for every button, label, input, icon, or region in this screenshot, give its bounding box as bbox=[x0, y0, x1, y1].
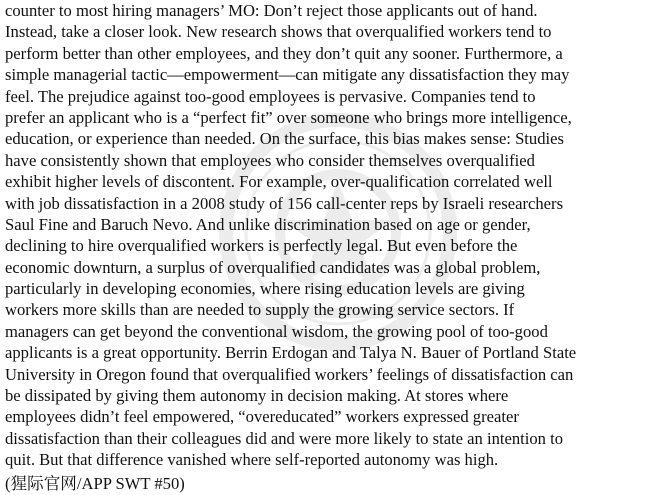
passage-line: managers can get beyond the conventional wisdom, the growing pool of too-good bbox=[5, 321, 548, 341]
passage-line: exhibit higher levels of discontent. For example, over-qualification correlated well bbox=[5, 172, 553, 192]
passage-line: workers more skills than are needed to supply the growing service sectors. If bbox=[5, 300, 515, 320]
passage-line: feel. The prejudice against too-good employees is pervasive. Companies tend to bbox=[5, 86, 536, 106]
passage-line: have consistently shown that employees who consider themselves overqualified bbox=[5, 150, 535, 170]
passage-line: Saul Fine and Baruch Nevo. And unlike discrimination based on age or gender, bbox=[5, 214, 531, 234]
source-citation: (猩际官网/APP SWT #50) bbox=[5, 473, 185, 493]
passage-line: perform better than other employees, and they don’t quit any sooner. Furthermore, a bbox=[5, 43, 563, 63]
passage bbox=[5, 0, 657, 495]
passage-line: be dissipated by giving them autonomy in decision making. At stores where bbox=[5, 386, 509, 406]
passage-line: applicants is a great opportunity. Berrin Erdogan and Talya N. Bauer of Portland State bbox=[5, 343, 577, 363]
passage-line: with job dissatisfaction in a 2008 study of 156 call-center reps by Israeli researchers bbox=[5, 193, 564, 213]
passage-line: particularly in developing economies, where rising education levels are giving bbox=[5, 279, 525, 299]
passage-line: employees didn’t feel empowered, “overeducated” workers expressed greater bbox=[5, 407, 519, 427]
passage-line: counter to most hiring managers’ MO: Don’t reject those applicants out of hand. bbox=[5, 1, 538, 20]
passage-line: education, or experience than needed. On the surface, this bias makes sense: Studies bbox=[5, 129, 564, 149]
passage-line: University in Oregon found that overqualified workers’ feelings of dissatisfaction can bbox=[5, 364, 574, 384]
passage-line: simple managerial tactic—empowerment—can mitigate any dissatisfaction they may bbox=[5, 65, 570, 85]
passage-line: Instead, take a closer look. New research shows that overqualified workers tend to bbox=[5, 22, 552, 42]
passage-line: economic downturn, a surplus of overqualified candidates was a global problem, bbox=[5, 257, 541, 277]
passage-line: declining to hire overqualified workers is perfectly legal. But even before the bbox=[5, 236, 518, 256]
passage-line: prefer an applicant who is a “perfect fit” over someone who brings more intelligence, bbox=[5, 107, 572, 127]
passage-line: quit. But that difference vanished where self-reported autonomy was high. bbox=[5, 450, 499, 470]
passage-line: dissatisfaction than their colleagues did and were more likely to state an intention to bbox=[5, 428, 564, 448]
